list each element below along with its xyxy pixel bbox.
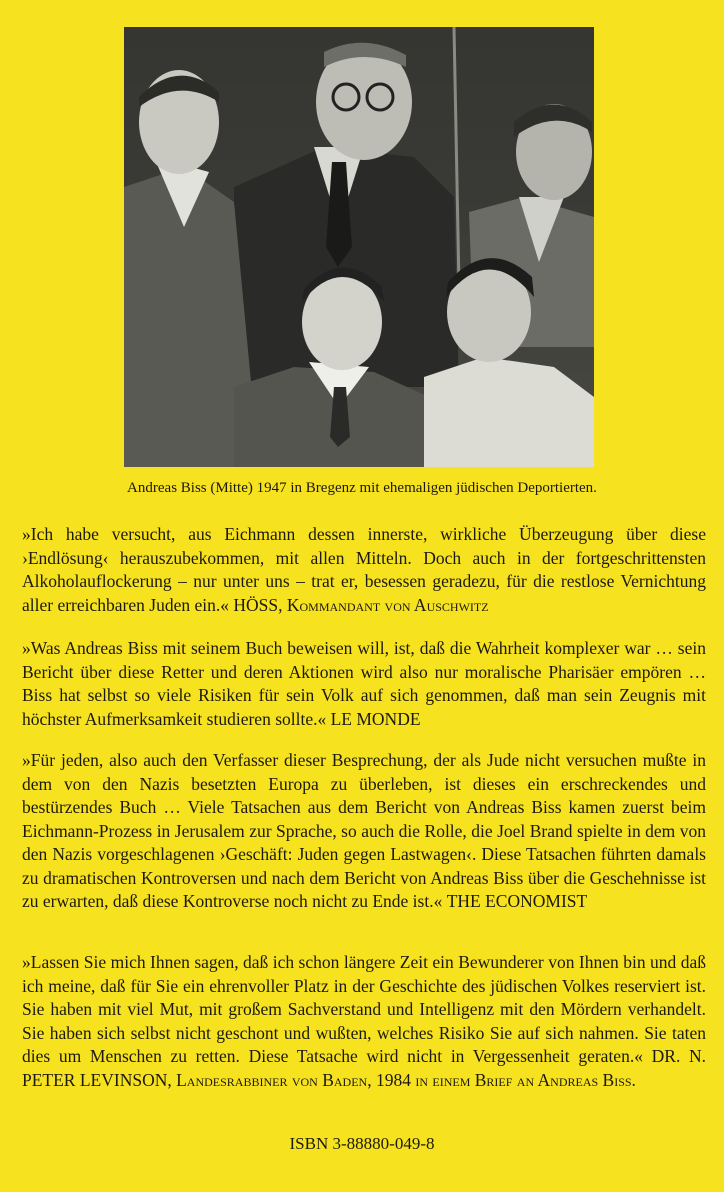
quote-source: LE MONDE (330, 708, 421, 729)
quote-hoess (22, 523, 706, 617)
quote-source: HÖSS, Kommandant von Auschwitz (233, 594, 489, 615)
photo-caption: Andreas Biss (Mitte) 1947 in Bregenz mit ehemaligen jüdischen Deportierten. (127, 480, 597, 496)
group-photo-illustration (124, 27, 594, 467)
quote-economist (22, 749, 706, 914)
quote-source: THE ECONOMIST (446, 891, 588, 911)
quote-source: DR. N. PETER LEVINSON, Landesrabbiner von Baden, 1984 in einem Brief an Andreas Biss. (22, 1046, 707, 1090)
cover-photo (124, 27, 594, 467)
quote-levinson (22, 951, 706, 1092)
quote-le-monde (22, 637, 706, 731)
quote-text: »Was Andreas Biss mit seinem Buch beweisen will, ist, daß die Wahrheit komplexer war … sein Bericht über diese Retter und deren Aktionen wird also nur moralische Pharisäer empören … Biss hat selbst so viele Risiken für sein Volk auf sich genommen, daß man sein Zeugnis mit höchster Aufmerksamkeit studieren sollte.« (22, 638, 706, 729)
quote-text: »Lassen Sie mich Ihnen sagen, daß ich schon längere Zeit ein Bewunderer von Ihnen bin und daß ich meine, daß für Sie ein ehrenvoller Platz in der Geschichte des jüdischen Volkes reserviert ist. Sie haben mit viel Mut, mit großem Sachverstand und Intelligenz mit den Mördern verhandelt. Sie haben sich selbst nicht geschont und wußten, welches Risiko Sie auf sich nahmen. Sie taten dies um Menschen zu retten. Diese Tatsache wird nicht in Vergessenheit geraten.« (22, 952, 706, 1066)
isbn-number: ISBN 3-88880-049-8 (289, 1134, 435, 1153)
quote-text: »Ich habe versucht, aus Eichmann dessen innerste, wirkliche Überzeugung über diese ›Endlösung‹ herauszubekommen, mit allen Mitteln. Doch auch in der fortgeschrittensten Alkoholauflockerung – nur unter uns – trat er, besessen geradezu, für die restlose Vernichtung aller erreichbaren Juden ein.« (22, 524, 706, 615)
quote-text: »Für jeden, also auch den Verfasser dieser Besprechung, der als Jude nicht versuchen mußte in dem von den Nazis besetzten Europa zu überleben, ist dieses ein erschreckendes und bestürzendes Buch … Viele Tatsachen aus dem Bericht von Andreas Biss kamen zuerst beim Eichmann-Prozess in Jerusalem zur Sprache, so auch die Rolle, die Joel Brand spielte in dem von den Nazis vorgeschlagenen ›Geschäft: Juden gegen Lastwagen‹. Diese Tatsachen führten damals zu dramatischen Kontroversen und nach dem Bericht von Andreas Biss über die Geschehnisse ist zu erwarten, daß diese Kontroverse noch nicht zu Ende ist.« (22, 750, 706, 911)
